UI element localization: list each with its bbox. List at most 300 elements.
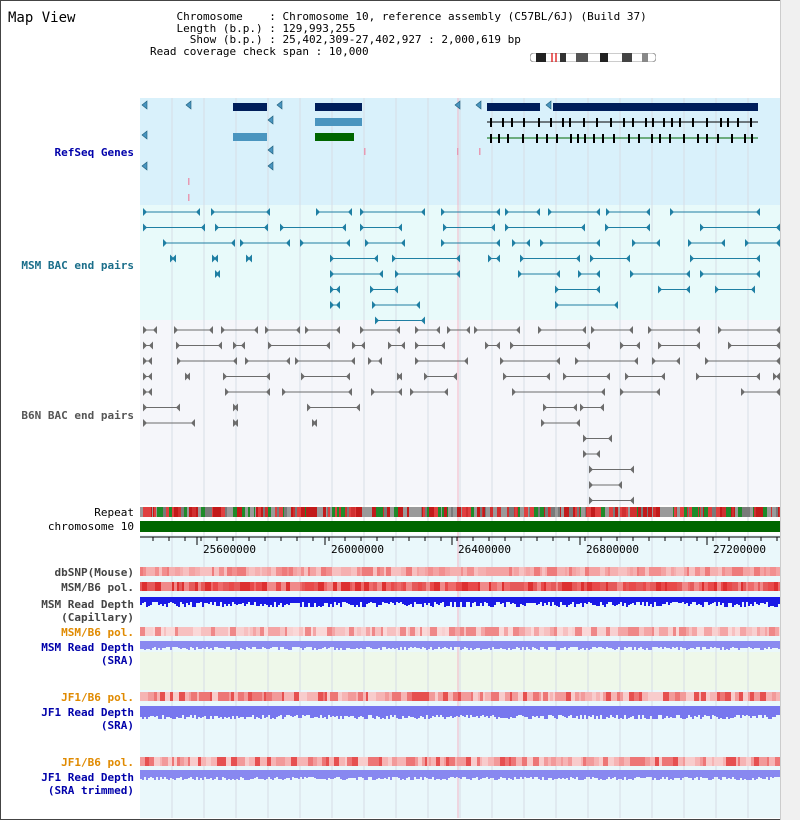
msm-sra-depth-bar (318, 641, 320, 649)
jf1-trim-depth-bar (172, 770, 174, 779)
jf1-trim-depth-bar (178, 770, 180, 778)
msm-sra-depth-bar (460, 641, 462, 650)
jf1-sra-depth-bar (460, 706, 462, 715)
dbsnp-cell (395, 567, 401, 576)
msm-pol-cell (546, 582, 551, 591)
dbsnp-cell (377, 567, 380, 576)
msm-sra-depth-bar (186, 641, 188, 649)
jf1-trim-depth-bar (756, 770, 758, 779)
gene-mark (457, 148, 459, 155)
jf1-trim-depth-bar (724, 770, 726, 777)
jf1-sra-depth-bar (348, 706, 350, 717)
jf1-trim-depth-bar (140, 770, 142, 779)
jf1-trim-depth-bar (430, 770, 432, 779)
jf1-sra-depth-bar (284, 706, 286, 717)
repeat-segment (676, 507, 677, 517)
msm-sra-depth-bar (670, 641, 672, 649)
jf1-pol2-cell (214, 757, 217, 766)
msm-sra-depth-bar (374, 641, 376, 649)
jf1-trim-depth-bar (278, 770, 280, 779)
msm-pol2-cell (341, 627, 345, 636)
jf1-pol-cell (284, 692, 289, 701)
jf1-sra-depth-bar (262, 706, 264, 715)
jf1-pol-cell (480, 692, 483, 701)
msm-sra-depth-bar (438, 641, 440, 647)
msm-cap-depth-bar (440, 597, 442, 603)
dbsnp-cell (671, 567, 674, 576)
jf1-sra-depth-bar (304, 706, 306, 716)
msm-cap-depth-bar (272, 597, 274, 607)
repeat-segment (633, 507, 637, 517)
jf1-trim-depth-bar (210, 770, 212, 778)
repeat-segment (394, 507, 398, 517)
msm-pol-cell (504, 582, 507, 591)
jf1-trim-depth-bar (682, 770, 684, 778)
jf1-pol-cell (579, 692, 581, 701)
repeat-segment (490, 507, 493, 517)
jf1-trim-depth-bar (694, 770, 696, 778)
jf1-sra-depth-bar (608, 706, 610, 718)
jf1-trim-depth-bar (616, 770, 618, 780)
msm-cap-depth-bar (492, 597, 494, 607)
msm-sra-depth-bar (392, 641, 394, 648)
msm-sra-depth-bar (748, 641, 750, 647)
jf1-trim-depth-bar (248, 770, 250, 780)
msm-sra-depth-bar (170, 641, 172, 650)
repeat-segment (341, 507, 345, 517)
jf1-sra-depth-bar (690, 706, 692, 717)
jf1-sra-depth-bar (638, 706, 640, 715)
msm-pol-cell (587, 582, 592, 591)
dbsnp-cell (547, 567, 552, 576)
msm-pol-cell (491, 582, 497, 591)
jf1-pol2-cell (276, 757, 281, 766)
msm-pol2-cell (765, 627, 767, 636)
msm-pol2-cell (652, 627, 654, 636)
dbsnp-cell (287, 567, 289, 576)
msm-cap-depth-bar (542, 597, 544, 606)
jf1-pol2-cell (217, 757, 223, 766)
jf1-trim-depth-bar (564, 770, 566, 779)
msm-sra-depth-bar (488, 641, 490, 648)
jf1-trim-depth-bar (588, 770, 590, 777)
msm-sra-depth-bar (404, 641, 406, 647)
msm-pol-cell (596, 582, 600, 591)
gene-exon (538, 118, 540, 127)
msm-cap-depth-bar (558, 597, 560, 607)
msm-cap-depth-bar (650, 597, 652, 604)
msm-pol2-cell (248, 627, 250, 636)
msm-cap-depth-bar (582, 597, 584, 607)
msm-pol-cell (350, 582, 352, 591)
dbsnp-cell (304, 567, 308, 576)
dbsnp-cell (321, 567, 326, 576)
msm-sra-depth-bar (360, 641, 362, 648)
repeat-segment (501, 507, 504, 517)
msm-sra-depth-bar (658, 641, 660, 648)
jf1-pol-cell (218, 692, 223, 701)
msm-pol2-cell (266, 627, 268, 636)
msm-sra-depth-bar (596, 641, 598, 648)
msm-pol-cell (510, 582, 515, 591)
repeat-segment (317, 507, 320, 517)
jf1-pol-cell (445, 692, 448, 701)
msm-pol-cell (524, 582, 528, 591)
msm-cap-depth-bar (452, 597, 454, 607)
msm-cap-depth-bar (494, 597, 496, 605)
msm-cap-depth-bar (366, 597, 368, 604)
gene-mark (364, 148, 366, 155)
msm-sra-depth-bar (638, 641, 640, 648)
jf1-trim-depth-bar (358, 770, 360, 777)
jf1-pol2-cell (695, 757, 700, 766)
msm-pol2-cell (460, 627, 464, 636)
repeat-segment (547, 507, 548, 517)
jf1-trim-depth-bar (364, 770, 366, 780)
msm-cap-depth-bar (332, 597, 334, 607)
msm-cap-depth-bar (158, 597, 160, 605)
repeat-segment (544, 507, 545, 517)
msm-pol2-cell (769, 627, 775, 636)
jf1-sra-depth-bar (528, 706, 530, 719)
jf1-trim-depth-bar (344, 770, 346, 780)
jf1-trim-depth-bar (294, 770, 296, 778)
jf1-pol-cell (318, 692, 323, 701)
jf1-sra-depth-bar (486, 706, 488, 716)
msm-pol2-cell (508, 627, 511, 636)
msm-cap-depth-bar (306, 597, 308, 607)
gene-exon (671, 118, 673, 127)
msm-pol2-cell (354, 627, 357, 636)
jf1-pol2-cell (726, 757, 732, 766)
jf1-pol2-cell (372, 757, 375, 766)
jf1-sra-depth-bar (230, 706, 232, 719)
jf1-sra-depth-bar (530, 706, 532, 719)
jf1-sra-depth-bar (388, 706, 390, 719)
msm-sra-depth-bar (604, 641, 606, 649)
msm-pol2-cell (180, 627, 182, 636)
msm-cap-depth-bar (640, 597, 642, 605)
msm-sra-depth-bar (544, 641, 546, 649)
msm-pol2-cell (504, 627, 508, 636)
dbsnp-cell (180, 567, 183, 576)
jf1-sra-depth-bar (350, 706, 352, 716)
msm-pol2-cell (442, 627, 445, 636)
msm-cap-depth-bar (268, 597, 270, 607)
jf1-sra-depth-bar (592, 706, 594, 715)
msm-cap-depth-bar (484, 597, 486, 602)
msm-sra-depth-bar (734, 641, 736, 648)
repeat-segment (656, 507, 658, 517)
jf1-trim-depth-bar (484, 770, 486, 778)
msm-cap-depth-bar (238, 597, 240, 604)
repeat-segment (335, 507, 337, 517)
jf1-pol-cell (305, 692, 307, 701)
repeat-segment (184, 507, 187, 517)
jf1-sra-depth-bar (330, 706, 332, 717)
jf1-sra-depth-bar (482, 706, 484, 715)
dbsnp-cell (183, 567, 189, 576)
msm-sra-depth-bar (376, 641, 378, 649)
dbsnp-cell (512, 567, 514, 576)
msm-sra-depth-bar (664, 641, 666, 647)
msm-pol-cell (267, 582, 272, 591)
repeat-segment (241, 507, 242, 517)
msm-cap-depth-bar (646, 597, 648, 602)
msm-cap-depth-bar (198, 597, 200, 603)
msm-sra-depth-bar (362, 641, 364, 649)
msm-sra-depth-bar (764, 641, 766, 648)
jf1-pol-cell (363, 692, 366, 701)
jf1-trim-depth-bar (240, 770, 242, 777)
jf1-sra-depth-bar (220, 706, 222, 717)
msm-cap-depth-bar (216, 597, 218, 606)
jf1-trim-depth-bar (366, 770, 368, 780)
msm-sra-depth-bar (302, 641, 304, 650)
jf1-pol2-cell (411, 757, 415, 766)
repeat-segment (248, 507, 250, 517)
jf1-pol2-cell (634, 757, 640, 766)
jf1-pol-cell (548, 692, 550, 701)
jf1-sra-depth-bar (310, 706, 312, 718)
jf1-trim-depth-bar (266, 770, 268, 779)
jf1-pol2-cell (140, 757, 145, 766)
jf1-sra-depth-bar (366, 706, 368, 719)
repeat-segment (653, 507, 655, 517)
jf1-trim-depth-bar (216, 770, 218, 777)
msm-cap-depth-bar (246, 597, 248, 604)
jf1-trim-depth-bar (166, 770, 168, 779)
msm-b6-pol-label: MSM/B6 pol. (61, 581, 134, 594)
msm-cap-depth-bar (350, 597, 352, 605)
jf1-sra-depth-bar (664, 706, 666, 718)
msm-pol2-cell (432, 627, 435, 636)
msm-pol2-cell (445, 627, 449, 636)
repeat-segment (429, 507, 433, 517)
jf1-trim-depth-bar (776, 770, 778, 777)
jf1-pol-cell (748, 692, 750, 701)
jf1-pol2-cell (281, 757, 285, 766)
msm-sra-depth-bar (212, 641, 214, 650)
msm-cap-depth-bar (502, 597, 504, 603)
jf1-sra-depth-bar (658, 706, 660, 715)
repeat-segment (734, 507, 735, 517)
repeat-segment (328, 507, 330, 517)
jf1-pol2-cell (457, 757, 462, 766)
msm-cap-depth-bar (354, 597, 356, 607)
repeat-segment (425, 507, 427, 517)
vertical-scrollbar[interactable] (780, 0, 800, 820)
jf1-sra-depth-bar (674, 706, 676, 718)
jf1-trim-depth-bar (662, 770, 664, 777)
msm-cap-depth-bar (248, 597, 250, 602)
jf1-sra-depth-bar (600, 706, 602, 715)
msm-sra-depth-bar (500, 641, 502, 648)
msm-sra-depth-bar (698, 641, 700, 647)
msm-pol2-cell (577, 627, 582, 636)
jf1-trim-depth-bar (650, 770, 652, 777)
jf1-pol2-cell (345, 757, 347, 766)
msm-sra-depth-bar (264, 641, 266, 648)
msm-cap-depth-bar (318, 597, 320, 606)
msm-cap-depth-bar (534, 597, 536, 603)
jf1-trim-depth-bar (612, 770, 614, 778)
dbsnp-cell (367, 567, 370, 576)
jf1-sra-depth-bar (448, 706, 450, 717)
repeat-segment (684, 507, 687, 517)
jf1-pol-cell (485, 692, 491, 701)
msm-sra-depth-bar (164, 641, 166, 648)
jf1-sra-depth-bar (362, 706, 364, 717)
msm-pol-cell (537, 582, 541, 591)
msm-sra-depth-bar (334, 641, 336, 650)
msm-cap-depth-bar (476, 597, 478, 606)
jf1-sra-depth-bar (722, 706, 724, 719)
jf1-sra-depth-bar (438, 706, 440, 717)
dbsnp-cell (700, 567, 705, 576)
msm-pol2-cell (370, 627, 372, 636)
jf1-trim-depth-bar (274, 770, 276, 778)
msm-cap-depth-bar (394, 597, 396, 605)
msm-sra-depth-bar (204, 641, 206, 649)
jf1-sra-depth-bar (562, 706, 564, 716)
dbsnp-cell (514, 567, 519, 576)
jf1-pol-cell (204, 692, 210, 701)
jf1-trim-depth-bar (526, 770, 528, 778)
msm-cap-depth-bar (754, 597, 756, 602)
jf1-sra-depth-bar (450, 706, 452, 716)
jf1-sra-depth-bar (184, 706, 186, 719)
msm-cap-depth-bar (554, 597, 556, 605)
msm-sra-depth-bar (676, 641, 678, 647)
msm-cap-depth-bar (546, 597, 548, 605)
msm-sra-depth-bar (760, 641, 762, 650)
jf1-trim-depth-bar (510, 770, 512, 779)
msm-sra-depth-bar (332, 641, 334, 647)
msm-cap-depth-bar (438, 597, 440, 605)
dbsnp-cell (524, 567, 526, 576)
repeat-segment (630, 507, 633, 517)
msm-pol-cell (643, 582, 646, 591)
msm-pol2-cell (153, 627, 155, 636)
dbsnp-cell (754, 567, 757, 576)
jf1-trim-depth-bar (144, 770, 146, 777)
jf1-trim-depth-bar (404, 770, 406, 780)
jf1-pol2-cell (231, 757, 237, 766)
msm-cap-depth-bar (434, 597, 436, 602)
jf1-pol-cell (553, 692, 555, 701)
jf1-pol2-cell (188, 757, 190, 766)
jf1-pol2-cell (703, 757, 706, 766)
msm-sra-depth-bar (146, 641, 148, 649)
repeat-segment (147, 507, 151, 517)
jf1-pol-cell (223, 692, 229, 701)
msm-pol-cell (234, 582, 240, 591)
dbsnp-cell (341, 567, 346, 576)
repeat-segment (677, 507, 680, 517)
jf1-sra-depth-bar (544, 706, 546, 719)
msm-cap-depth-bar (538, 597, 540, 604)
msm-pol2-cell (728, 627, 732, 636)
jf1-sra-depth-bar (324, 706, 326, 717)
jf1-trim-depth-bar (406, 770, 408, 778)
jf1-sra-depth-bar (442, 706, 444, 717)
repeat-segment (551, 507, 555, 517)
msm-sra-depth-bar (304, 641, 306, 648)
msm-sra-depth-bar (646, 641, 648, 648)
jf1-sra-depth-bar (700, 706, 702, 719)
jf1-sra-depth-bar (610, 706, 612, 715)
gene-exon (583, 118, 585, 127)
dbsnp-cell (370, 567, 373, 576)
repeat-segment (601, 507, 604, 517)
repeat-segment (366, 507, 370, 517)
jf1-trim-depth-bar (736, 770, 738, 780)
msm-sra-depth-bar (578, 641, 580, 650)
jf1-sra-depth-bar (770, 706, 772, 719)
repeat-segment (403, 507, 407, 517)
msm-pol-cell (732, 582, 738, 591)
msm-cap-depth-bar (290, 597, 292, 603)
msm-sra-depth-bar (458, 641, 460, 647)
msm-cap-depth-bar (506, 597, 508, 602)
msm-cap-depth-bar (658, 597, 660, 606)
jf1-trim-depth-bar (708, 770, 710, 780)
msm-pol2-cell (420, 627, 422, 636)
jf1-sra-depth-bar (260, 706, 262, 719)
repeat-segment (567, 507, 569, 517)
jf1-pol-cell (512, 692, 516, 701)
msm-cap-depth-bar (446, 597, 448, 606)
msm-pol-cell (665, 582, 667, 591)
msm-sra-depth-bar (342, 641, 344, 650)
dbsnp-cell (757, 567, 760, 576)
dbsnp-cell (679, 567, 684, 576)
msm-cap-depth-bar (674, 597, 676, 602)
repeat-segment (461, 507, 462, 517)
repeat-segment (372, 507, 376, 517)
jf1-pol2-cell (379, 757, 382, 766)
jf1-sra-depth-bar (668, 706, 670, 718)
msm-pol2-cell (606, 627, 610, 636)
msm-cap-depth-bar (330, 597, 332, 604)
jf1-pol-cell (167, 692, 170, 701)
msm-pol2-cell (585, 627, 591, 636)
dbsnp-cell (474, 567, 478, 576)
msm-cap-depth-bar (560, 597, 562, 602)
msm-cap-depth-bar (748, 597, 750, 606)
refseq-genes-label: RefSeq Genes (54, 146, 134, 159)
msm-sra-depth-bar (252, 641, 254, 647)
jf1-pol2-cell (271, 757, 276, 766)
repeat-segment (548, 507, 550, 517)
jf1-pol-cell (420, 692, 423, 701)
jf1-pol-cell (766, 692, 772, 701)
jf1-trim-depth-bar (624, 770, 626, 777)
msm-pol-cell (533, 582, 537, 591)
jf1-sra-depth-bar (430, 706, 432, 718)
msm-sra-depth-bar (630, 641, 632, 647)
dbsnp-cell (519, 567, 524, 576)
msm-cap-depth-bar (624, 597, 626, 603)
jf1-pol2-cell (673, 757, 678, 766)
dbsnp-cell (419, 567, 423, 576)
msm-cap-depth-bar (678, 597, 680, 603)
msm-pol2-cell (684, 627, 686, 636)
msm-sra-depth-bar (540, 641, 542, 647)
msm-sra-depth-bar (160, 641, 162, 650)
axis-tick-label: 26400000 (458, 543, 511, 556)
